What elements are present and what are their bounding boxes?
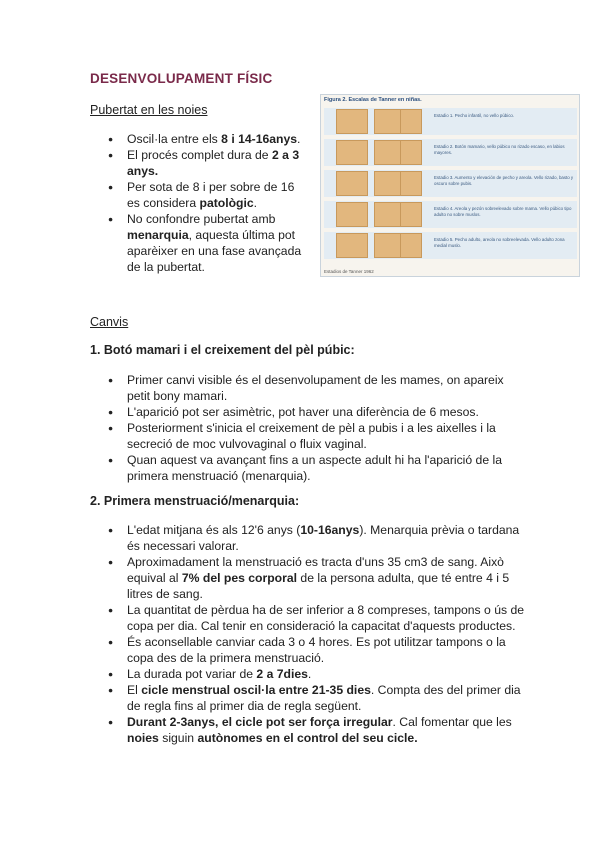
- stage-text: Estadio 2. Botón mamario, vello púbico no rizado escaso, en labios mayores.: [434, 144, 565, 155]
- list-item: ● El cicle menstrual oscil·la entre 21-35 dies. Compta des del primer dia de regla fins al primer dia de regla següent.: [108, 682, 526, 714]
- list-item: ● L'edat mitjana és als 12'6 anys (10-16anys). Menarquia prèvia o tardana és necessari valorar.: [108, 522, 526, 554]
- list-item: ● Posteriorment s'inicia el creixement de pèl a pubis i a les aixelles i la secreció de moc vulvovaginal o fluix vaginal.: [108, 420, 518, 452]
- section2-heading: 2. Primera menstruació/menarquia:: [90, 494, 300, 508]
- stage-text: Estadio 3. Aumento y elevación de pecho y areola. Vello rizado, basto y oscuro sobre pubis.: [434, 175, 574, 186]
- side-image: [400, 171, 422, 196]
- figure-row: [324, 108, 577, 135]
- section2-list: [108, 522, 526, 746]
- list-item: ● La durada pot variar de 2 a 7dies.: [108, 666, 526, 682]
- figure-footer: Estadios de Tanner 1962: [324, 269, 374, 274]
- side-image: [400, 140, 422, 165]
- tanner-figure: [320, 94, 580, 277]
- changes-heading: Canvis: [90, 315, 129, 329]
- stage-text: Estadio 1. Pecho infantil, no vello púbico.: [434, 113, 515, 118]
- list-item: ● La quantitat de pèrdua ha de ser inferior a 8 compreses, tampons o ús de copa per dia. Cal tenir en consideració la capacitat d'aquests productes.: [108, 602, 526, 634]
- side-image: [400, 202, 422, 227]
- side-image: [400, 233, 422, 258]
- list-item: ● És aconsellable canviar cada 3 o 4 hores. Es pot utilitzar tampons o la copa des de la primera menstruació.: [108, 634, 526, 666]
- list-item: ● Aproximadament la menstruació es tracta d'uns 35 cm3 de sang. Això equival al 7% del pes corporal de la persona adulta, que té entre 4 i 5 litres de sang.: [108, 554, 526, 602]
- list-item: ● No confondre pubertat amb menarquia, aquesta última pot aparèixer en una fase avançada de la pubertat.: [108, 211, 308, 275]
- puberty-list: [108, 131, 308, 275]
- list-item: ● Quan aquest va avançant fins a un aspecte adult hi ha l'aparició de la primera menstruació (menarquia).: [108, 452, 518, 484]
- figure-row: [324, 232, 577, 259]
- page-title: DESENVOLUPAMENT FÍSIC: [90, 71, 273, 86]
- puberty-heading: Pubertat en les noies: [90, 103, 208, 117]
- figure-row: [324, 139, 577, 166]
- section1-list: [108, 372, 518, 484]
- figure-title: Figura 2. Escalas de Tanner en niñas.: [324, 97, 422, 103]
- list-item: ● Primer canvi visible és el desenvolupament de les mames, on apareix petit bony mamari.: [108, 372, 518, 404]
- side-image: [400, 109, 422, 134]
- torso-image: [336, 202, 368, 227]
- torso-image: [336, 233, 368, 258]
- list-item: ● El procés complet dura de 2 a 3 anys.: [108, 147, 308, 179]
- figure-row: [324, 201, 577, 228]
- stage-text: Estadio 5. Pecho adulto, areola no sobreelevada. Vello adulto zona medial muslo.: [434, 237, 565, 248]
- list-item: ● Oscil·la entre els 8 i 14-16anys.: [108, 131, 308, 147]
- torso-image: [336, 109, 368, 134]
- section1-heading: 1. Botó mamari i el creixement del pèl púbic:: [90, 343, 355, 357]
- torso-image: [336, 140, 368, 165]
- stage-text: Estadio 4. Areola y pezón sobreelevado sobre mama. Vello púbico tipo adulto no sobre muslos.: [434, 206, 572, 217]
- list-item: ● L'aparició pot ser asimètric, pot haver una diferència de 6 mesos.: [108, 404, 518, 420]
- figure-row: [324, 170, 577, 197]
- torso-image: [336, 171, 368, 196]
- list-item: ● Durant 2-3anys, el cicle pot ser força irregular. Cal fomentar que les noies siguin autònomes en el control del seu cicle.: [108, 714, 526, 746]
- list-item: ● Per sota de 8 i per sobre de 16 es considera patològic.: [108, 179, 308, 211]
